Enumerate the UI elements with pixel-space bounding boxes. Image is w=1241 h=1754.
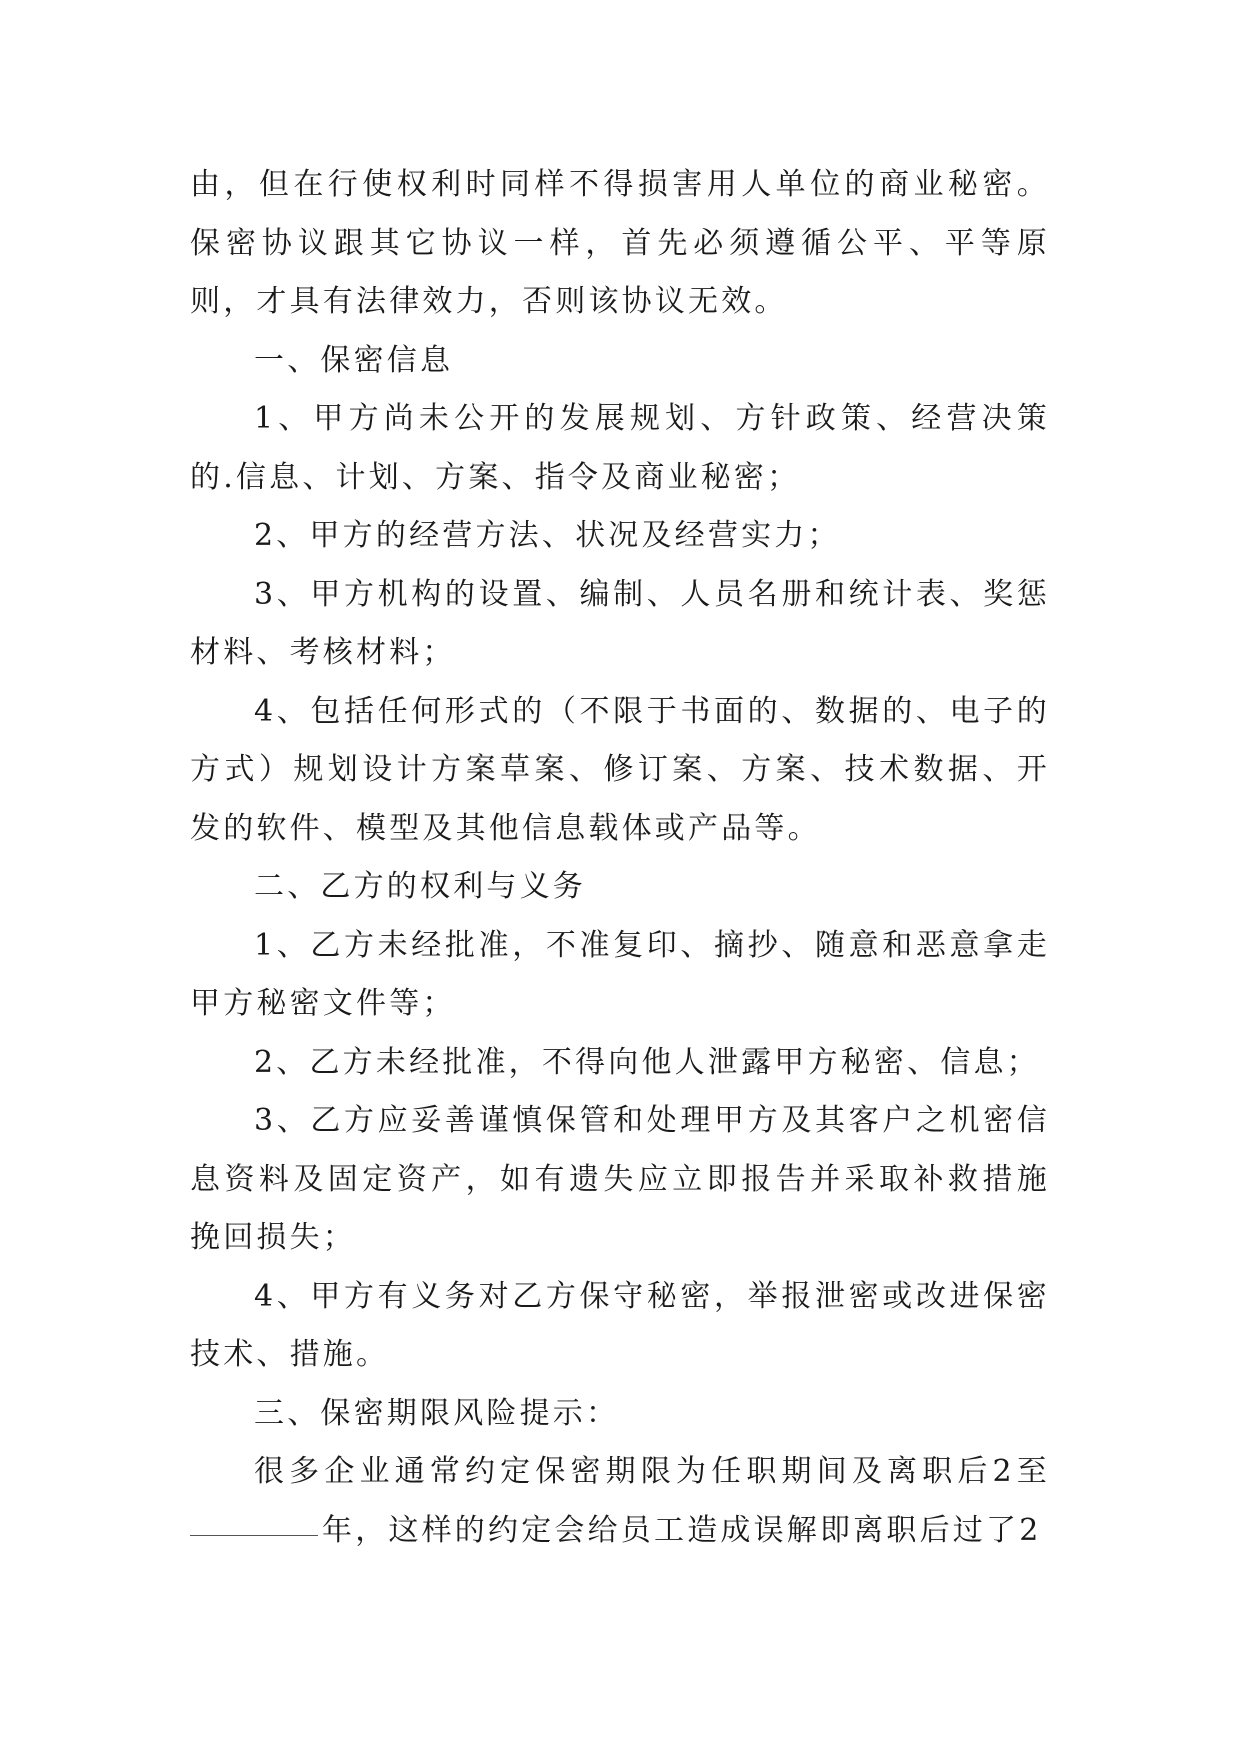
paragraph-intro-continued: 由，但在行使权利时同样不得损害用人单位的商业秘密。保密协议跟其它协议一样，首先必须遵循公平、平等原则，才具有法律效力，否则该协议无效。 [190,167,1050,319]
list-item: 3、甲方机构的设置、编制、人员名册和统计表、奖惩材料、考核材料； [190,576,1050,670]
list-item: 4、包括任何形式的（不限于书面的、数据的、电子的方式）规划设计方案草案、修订案、方案、技术数据、开发的软件、模型及其他信息载体或产品等。 [190,693,1050,846]
paragraph-period-risk [190,1443,1050,1560]
list-item: 1、甲方尚未公开的发展规划、方针政策、经营决策的.信息、计划、方案、指令及商业秘密； [190,401,1050,495]
section-heading-confidential-info: 一、保密信息 [254,342,454,378]
document-body [190,156,1050,1560]
list-item: 3、乙方应妥善谨慎保管和处理甲方及其客户之机密信息资料及固定资产，如有遗失应立即报告并采取补救措施挽回损失； [190,1103,1050,1255]
list-item: 4、甲方有义务对乙方保守秘密，举报泄密或改进保密技术、措施。 [190,1278,1050,1372]
paragraph-text-before-blank: 很多企业通常约定保密期限为任职期间及离职后2至 [254,1454,1050,1489]
list-item: 2、甲方的经营方法、状况及经营实力； [254,518,841,553]
paragraph-text-after-blank: 年，这样的约定会给员工造成误解即离职后过了2 [322,1512,1042,1548]
fill-in-blank [190,1534,318,1536]
list-item: 2、乙方未经批准，不得向他人泄露甲方秘密、信息； [254,1044,1040,1080]
section-heading-rights-obligations: 二、乙方的权利与义务 [254,869,586,904]
section-heading-confidentiality-period: 三、保密期限风险提示： [254,1395,620,1431]
list-item: 1、乙方未经批准，不准复印、摘抄、随意和恶意拿走甲方秘密文件等； [190,927,1050,1021]
